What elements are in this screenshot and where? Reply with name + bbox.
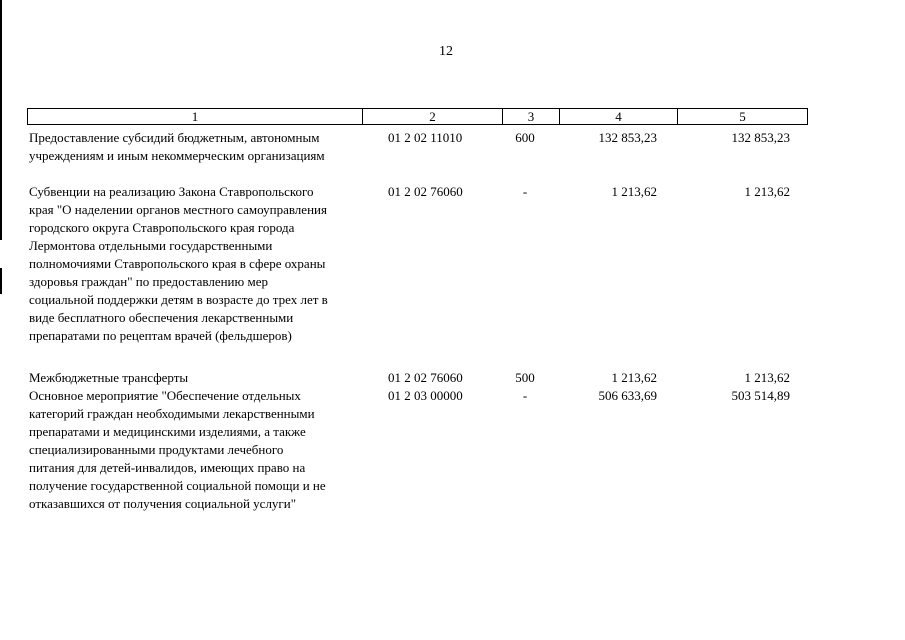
- row-amount-col5: 1 213,62: [744, 370, 790, 385]
- row-type: -: [522, 184, 528, 199]
- row-amount-col5: 1 213,62: [744, 184, 790, 199]
- row-code: 01 2 02 76060: [388, 370, 463, 385]
- column-header-2: 2: [363, 109, 503, 124]
- scan-edge-mark: [0, 268, 2, 294]
- row-description: Субвенции на реализацию Закона Ставропольского края "О наделении органов местного самоуправления городского округа Ставропольского края города Лермонтова отдельными государственными полномочиями Ставропольского края в сфере охраны здоровья граждан" по предоставлению мер социальной поддержки детям в возрасте до трех лет в виде бесплатного обеспечения лекарственными препаратами по рецептам врачей (фельдшеров): [29, 184, 328, 343]
- row-code: 01 2 03 00000: [388, 388, 463, 403]
- row-type: 500: [515, 370, 535, 385]
- table-header: [27, 108, 808, 125]
- column-header-3: 3: [503, 109, 560, 124]
- column-header-5: 5: [739, 109, 746, 124]
- row-amount-col5: 132 853,23: [731, 130, 790, 145]
- row-amount-col4: 132 853,23: [598, 130, 657, 145]
- row-description: Предоставление субсидий бюджетным, автономным учреждениям и иным некоммерческим организациям: [29, 130, 325, 163]
- row-amount-col4: 506 633,69: [598, 388, 657, 403]
- row-amount-col4: 1 213,62: [611, 370, 657, 385]
- column-header-1: 1: [28, 109, 363, 124]
- row-type: -: [522, 388, 528, 403]
- row-code: 01 2 02 11010: [388, 130, 463, 145]
- row-type: 600: [515, 130, 535, 145]
- column-header-4: 4: [560, 109, 678, 124]
- row-description: Межбюджетные трансферты: [29, 370, 189, 385]
- page-number: 12: [439, 44, 453, 59]
- row-amount-col5: 503 514,89: [731, 388, 790, 403]
- row-description: Основное мероприятие "Обеспечение отдельных категорий граждан необходимыми лекарственными препаратами и медицинскими изделиями, а также специализированными продуктами лечебного питания для детей-инвалидов, имеющих право на получение государственной социальной помощи и не отказавшихся от получения социальной услуги": [29, 388, 326, 511]
- row-code: 01 2 02 76060: [388, 184, 463, 199]
- scan-edge-mark: [0, 0, 2, 240]
- row-amount-col4: 1 213,62: [611, 184, 657, 199]
